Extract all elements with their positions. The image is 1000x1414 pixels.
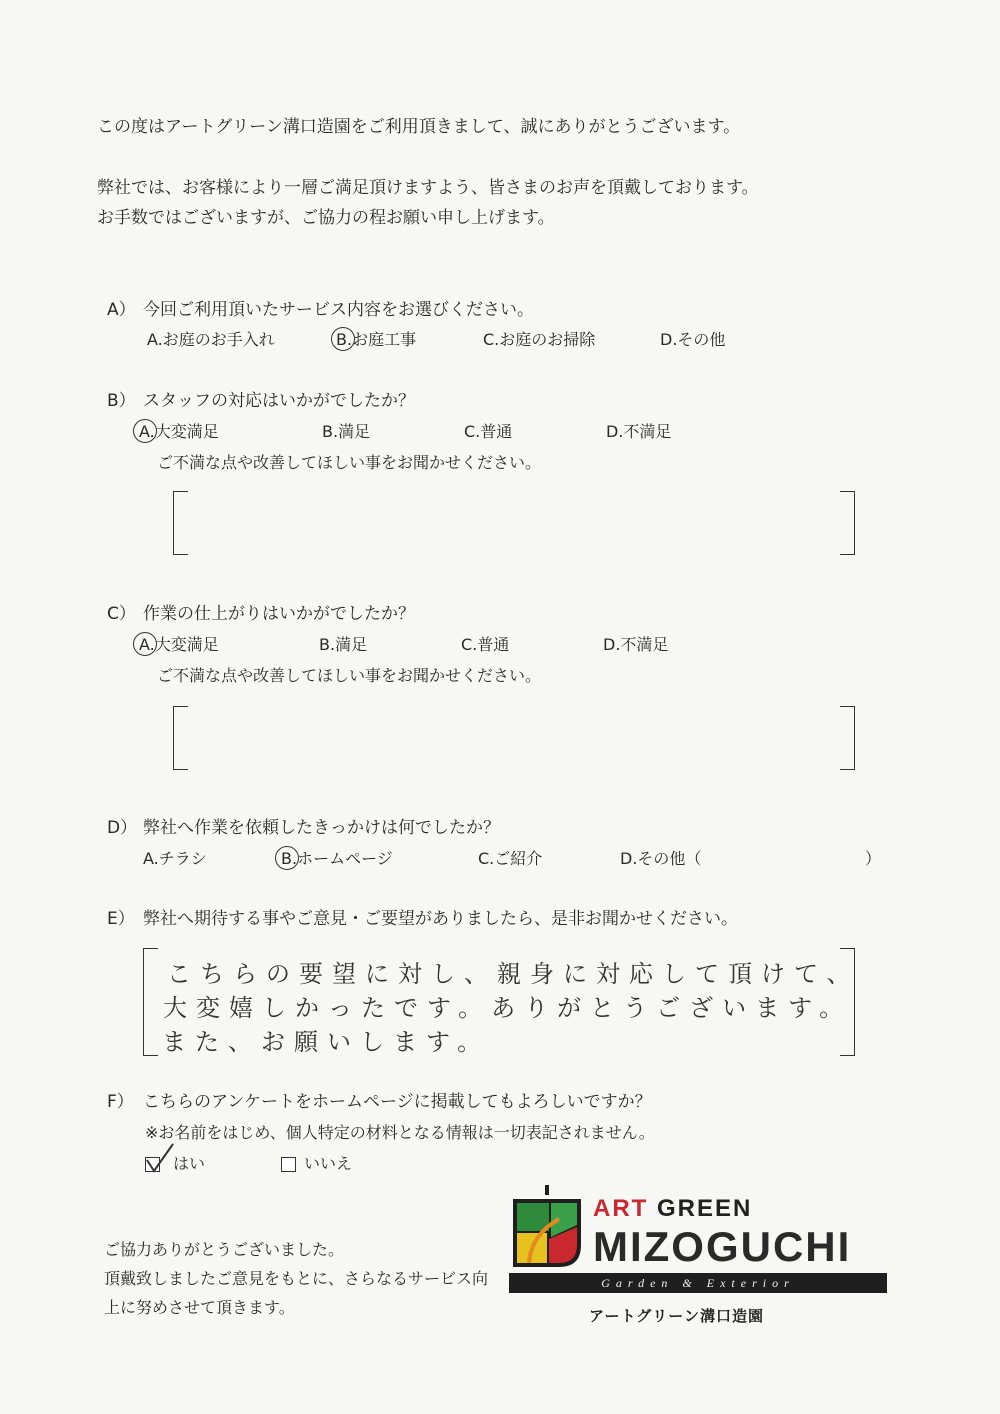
question-d-text: 弊社へ作業を依頼したきっかけは何でしたか？: [143, 818, 500, 838]
question-c: [107, 606, 415, 623]
option-c-d[interactable]: D.不満足: [603, 635, 669, 654]
question-e-label: E）: [107, 909, 135, 929]
option-b-a[interactable]: A.大変満足: [139, 422, 219, 441]
logo-green-word: GREEN: [657, 1195, 753, 1222]
question-f-text: こちらのアンケートをホームページに掲載してもよろしいですか？: [143, 1092, 652, 1112]
handwritten-line-3: また、お願いします。: [162, 1028, 491, 1056]
comment-box-left-bracket: [143, 948, 158, 1056]
question-e: [107, 911, 738, 928]
intro-line-1: この度はアートグリーン溝口造園をご利用頂きまして、誠にありがとうございます。: [97, 117, 741, 137]
question-b-text: スタッフの対応はいかがでしたか？: [143, 391, 415, 411]
logo-tagline: Garden & Exterior: [509, 1273, 887, 1293]
question-c-label: C）: [107, 604, 136, 624]
question-a: [107, 302, 534, 319]
question-d: [107, 820, 500, 837]
comment-box-right-bracket: [840, 491, 855, 555]
option-b-c[interactable]: C.普通: [464, 422, 513, 441]
closing-line-2: 頂戴致しましたご意見をもとに、さらなるサービス向: [104, 1269, 489, 1288]
logo-art-green: [593, 1195, 752, 1223]
leaf-logo-icon: [509, 1185, 587, 1269]
question-a-label: A）: [107, 300, 136, 320]
question-a-text: 今回ご利用頂いたサービス内容をお選びください。: [143, 300, 534, 320]
selection-circle: [331, 327, 355, 351]
comment-box-left-bracket: [173, 706, 188, 770]
check-mark-icon: [140, 1140, 176, 1176]
option-a-b[interactable]: B.お庭工事: [336, 330, 417, 349]
logo-kana: アートグリーン溝口造園: [589, 1307, 764, 1325]
comment-box-left-bracket: [173, 491, 188, 555]
closing-line-3: 上に努めさせて頂きます。: [104, 1298, 295, 1317]
question-f: [107, 1094, 652, 1111]
option-a-c[interactable]: C.お庭のお掃除: [483, 330, 596, 349]
option-c-b[interactable]: B.満足: [319, 635, 368, 654]
option-d-d[interactable]: D.その他（: [620, 849, 702, 868]
yes-label: はい: [173, 1154, 206, 1173]
option-d-a[interactable]: A.チラシ: [143, 849, 207, 868]
selection-circle: [133, 632, 157, 656]
option-c-c[interactable]: C.普通: [461, 635, 510, 654]
handwritten-line-2: 大変嬉しかったです。ありがとうございます。: [163, 994, 853, 1022]
question-f-label: F）: [107, 1092, 134, 1112]
question-c-text: 作業の仕上がりはいかがでしたか？: [143, 604, 415, 624]
option-a-a[interactable]: A.お庭のお手入れ: [147, 330, 275, 349]
company-logo: [509, 1185, 889, 1330]
selection-circle: [275, 846, 299, 870]
option-c-a[interactable]: A.大変満足: [139, 635, 219, 654]
option-b-b[interactable]: B.満足: [322, 422, 371, 441]
option-d-close-paren: ）: [865, 849, 882, 868]
question-c-sub: ご不満な点や改善してほしい事をお聞かせください。: [157, 666, 542, 685]
question-b: [107, 393, 415, 410]
logo-mizoguchi: MIZOGUCHI: [593, 1223, 852, 1270]
no-checkbox[interactable]: [281, 1157, 296, 1172]
option-b-d[interactable]: D.不満足: [606, 422, 672, 441]
comment-box-right-bracket: [840, 706, 855, 770]
question-d-label: D）: [107, 818, 138, 838]
intro-line-3: お手数ではございますが、ご協力の程お願い申し上げます。: [97, 208, 555, 228]
no-label: いいえ: [304, 1154, 353, 1173]
question-b-sub: ご不満な点や改善してほしい事をお聞かせください。: [157, 453, 542, 472]
intro-line-2: 弊社では、お客様により一層ご満足頂けますよう、皆さまのお声を頂戴しております。: [97, 178, 759, 198]
selection-circle: [133, 419, 157, 443]
question-b-label: B）: [107, 391, 136, 411]
option-a-d[interactable]: D.その他: [660, 330, 726, 349]
question-e-text: 弊社へ期待する事やご意見・ご要望がありましたら、是非お聞かせください。: [143, 909, 738, 929]
closing-line-1: ご協力ありがとうございました。: [104, 1240, 345, 1259]
option-d-b[interactable]: B.ホームページ: [281, 849, 393, 868]
handwritten-line-1: こちらの要望に対し、親身に対応して頂けて、: [167, 960, 860, 988]
option-d-c[interactable]: C.ご紹介: [478, 849, 543, 868]
logo-art-word: ART: [593, 1195, 649, 1222]
question-f-note: ※お名前をはじめ、個人特定の材料となる情報は一切表記されません。: [145, 1123, 655, 1142]
